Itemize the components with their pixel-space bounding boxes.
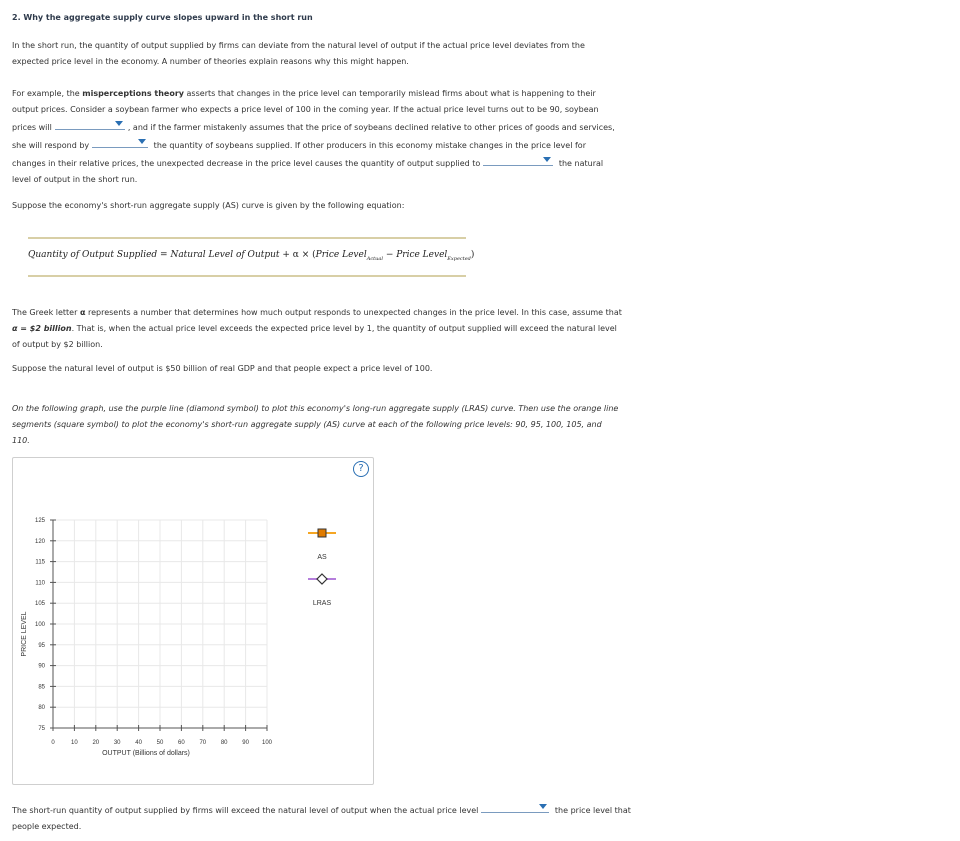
alpha-paragraph	[12, 305, 622, 353]
alpha-symbol: α	[79, 308, 86, 317]
misperceptions-theory-term: misperceptions theory	[82, 89, 184, 98]
legend-lras-label: LRAS	[312, 600, 332, 607]
as-equation	[28, 250, 474, 262]
equation-box	[28, 237, 475, 277]
eq-lhs: Quantity of Output Supplied	[28, 250, 158, 260]
x-tick-label: 40	[135, 740, 142, 746]
x-tick-label: 20	[92, 740, 100, 746]
y-tick-label: 95	[38, 642, 45, 649]
eq-natural-level: Natural Level of Output	[170, 250, 280, 260]
x-tick-label: 0	[51, 740, 55, 746]
x-tick-label: 90	[242, 740, 249, 746]
example-text-3: , and if the farmer mistakenly assumes that the price of soybeans declined relative to other prices of goods and services, she will respond by	[12, 123, 615, 150]
eq-price-expected: Price Level	[396, 250, 448, 260]
as-graph[interactable]	[13, 458, 373, 784]
soybean-prices-dropdown[interactable]	[55, 118, 125, 130]
eq-equals: =	[157, 250, 171, 260]
y-tick-label: 115	[35, 559, 45, 566]
x-tick-label: 60	[178, 740, 185, 746]
alpha-text-2: represents a number that determines how much output responds to unexpected changes in the price level. In this case, assume that	[85, 308, 622, 317]
x-axis-title: OUTPUT (Billions of dollars)	[102, 750, 190, 757]
final-text-1: The short-run quantity of output supplied by firms will exceed the natural level of output when the actual price level	[12, 806, 479, 815]
eq-price-actual: Price Level	[315, 250, 367, 260]
dropdown-arrow-icon	[539, 804, 547, 809]
example-text-2: asserts that changes in the price level can temporarily mislead firms about what is happening to their output prices. Consider a soybean farmer who expects a price level of 100 in the coming year. If the actual price level turns out to be 90, soybean prices will	[12, 89, 599, 132]
legend-as-square-icon	[318, 529, 326, 537]
suppose-equation-text: Suppose the economy's short-run aggregate supply (AS) curve is given by the following equation:	[12, 201, 405, 210]
graph-instructions: On the following graph, use the purple line (diamond symbol) to plot this economy's long-run aggregate supply (LRAS) curve. Then use the orange line segments (square symbol) to plot the economy's short-run aggregate supply (AS) curve at each of the following price levels: 90, 95, 100, 105, and 110.	[12, 404, 619, 445]
legend-lras-diamond-icon	[317, 574, 327, 584]
eq-sub-actual: Actual	[366, 255, 383, 262]
help-icon[interactable]: ?	[353, 461, 369, 477]
example-text-5: the natural level of output in the short run.	[12, 159, 604, 184]
y-tick-label: 80	[38, 705, 45, 712]
example-text-4: the quantity of soybeans supplied. If other producers in this economy mistake changes in the price level for changes in their relative prices, the unexpected decrease in the price level causes the quantity of output supplied to	[12, 141, 586, 168]
eq-plus-alpha: + α × (	[279, 250, 316, 260]
price-level-compare-dropdown[interactable]	[481, 801, 549, 813]
y-tick-label: 125	[34, 518, 45, 524]
final-question	[12, 801, 632, 835]
dropdown-arrow-icon	[543, 157, 551, 162]
graph-panel	[12, 457, 374, 785]
dropdown-arrow-icon	[138, 139, 146, 144]
alpha-text-3: . That is, when the actual price level exceeds the expected price level by 1, the quantity of output supplied will exceed the natural level of output by $2 billion.	[12, 324, 617, 349]
y-axis-title: PRICE LEVEL	[21, 611, 28, 657]
section-heading: 2. Why the aggregate supply curve slopes upward in the short run	[12, 13, 313, 22]
example-text-1: For example, the	[12, 89, 83, 98]
legend-as-label: AS	[317, 554, 327, 561]
x-tick-label: 70	[199, 740, 207, 746]
final-text-2: the price level that people expected.	[12, 806, 631, 831]
output-change-dropdown[interactable]	[483, 154, 553, 166]
y-tick-label: 100	[34, 622, 45, 628]
x-tick-label: 50	[156, 740, 164, 746]
y-tick-label: 120	[34, 538, 45, 545]
x-tick-label: 10	[71, 740, 78, 746]
eq-minus: −	[382, 250, 397, 260]
natural-level-text: Suppose the natural level of output is $50 billion of real GDP and that people expect a price level of 100.	[12, 364, 433, 373]
y-tick-label: 105	[34, 601, 45, 608]
eq-sub-expected: Expected	[447, 255, 471, 262]
eq-close: )	[470, 250, 475, 260]
y-tick-label: 90	[38, 663, 45, 670]
x-tick-label: 100	[261, 740, 273, 746]
alpha-assignment: α = $2 billion	[12, 324, 72, 333]
intro-paragraph: In the short run, the quantity of output supplied by firms can deviate from the natural level of output if the actual price level deviates from the expected price level in the economy. A number of theories explain reasons why this might happen.	[12, 41, 585, 66]
example-paragraph	[12, 86, 622, 188]
x-tick-label: 80	[220, 740, 228, 746]
alpha-text-1: The Greek letter	[12, 308, 80, 317]
farmer-response-dropdown[interactable]	[92, 136, 148, 148]
y-tick-label: 85	[38, 684, 45, 691]
x-tick-label: 30	[113, 740, 121, 746]
dropdown-arrow-icon	[115, 121, 123, 126]
y-tick-label: 75	[38, 726, 45, 732]
y-tick-label: 110	[35, 580, 45, 587]
